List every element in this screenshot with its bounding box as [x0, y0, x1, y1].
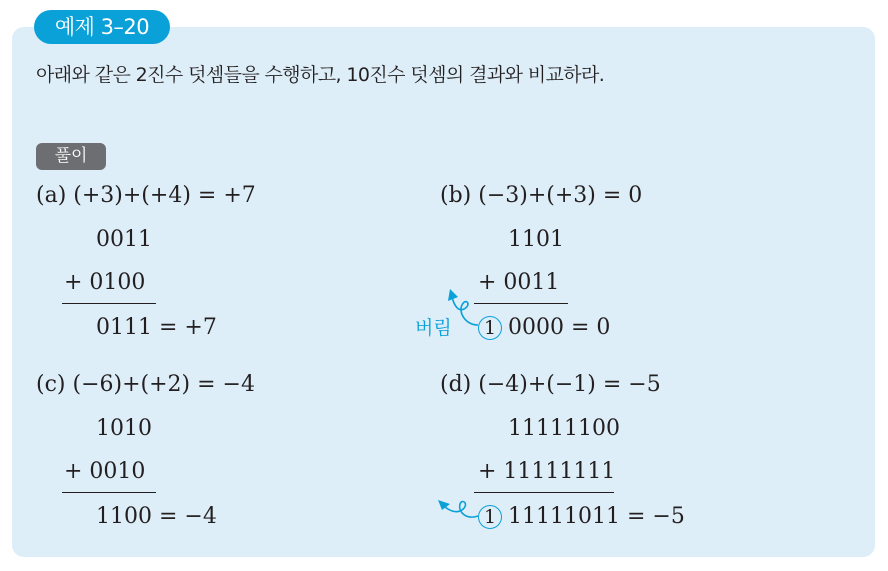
problem-a-sum-line [62, 303, 156, 304]
problem-a-result: 0111 = +7 [96, 315, 217, 340]
problem-d-operand-1: 11111100 [508, 416, 620, 441]
problem-d-operand-2: + 11111111 [478, 459, 616, 484]
example-badge: 예제 3–20 [34, 10, 170, 44]
problem-c-sum-line [62, 492, 156, 493]
problem-c-expression: (c) (−6)+(+2) = −4 [36, 372, 255, 397]
problem-c-operand-1: 1010 [96, 416, 152, 441]
problem-b-sum-line [474, 303, 568, 304]
problem-c-operand-2: + 0010 [64, 459, 146, 484]
solution-badge: 풀이 [36, 143, 106, 170]
problem-a-operand-2: + 0100 [64, 270, 146, 295]
problem-b-operand-2: + 0011 [478, 270, 560, 295]
question-text: 아래와 같은 2진수 덧셈들을 수행하고, 10진수 덧셈의 결과와 비교하라. [36, 64, 605, 86]
problem-d-result: 11111011 = −5 [508, 504, 685, 529]
problem-d-expression: (d) (−4)+(−1) = −5 [440, 372, 661, 397]
problem-d-sum-line [474, 492, 614, 493]
discard-label: 버림 [415, 317, 452, 339]
discard-arrow-icon [440, 283, 480, 333]
problem-b-result: 0000 = 0 [508, 315, 611, 340]
problem-b-expression: (b) (−3)+(+3) = 0 [440, 183, 643, 208]
problem-a-expression: (a) (+3)+(+4) = +7 [36, 183, 256, 208]
problem-a-operand-1: 0011 [96, 227, 152, 252]
problem-d-carry-bit: 1 [478, 505, 502, 529]
problem-c-result: 1100 = −4 [96, 504, 217, 529]
problem-b-carry-bit: 1 [478, 316, 502, 340]
discard-arrow-icon-d [436, 494, 480, 524]
problem-b-operand-1: 1101 [508, 227, 564, 252]
